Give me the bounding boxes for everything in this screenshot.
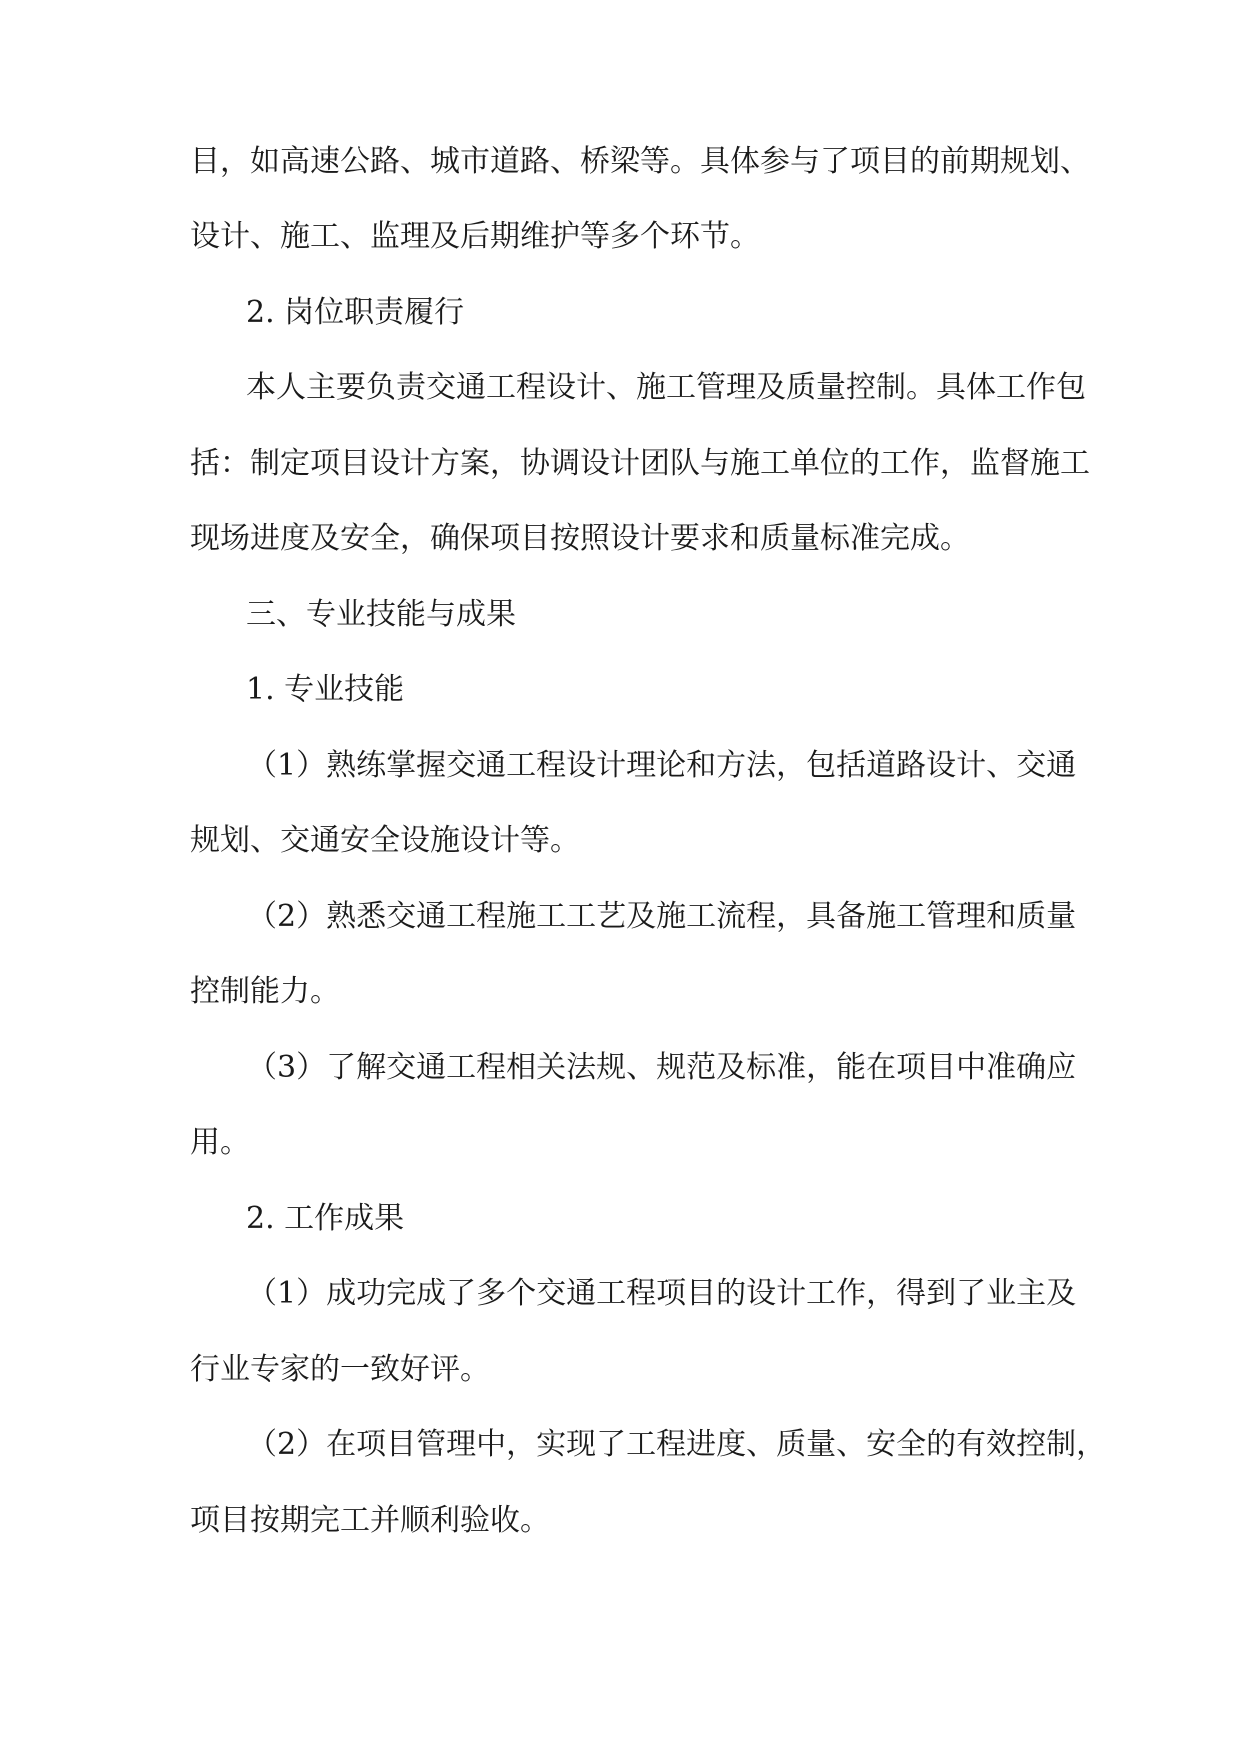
list-item-text: （2）在项目管理中，实现了工程进度、质量、安全的有效控制， — [247, 1427, 1107, 1462]
subsection-heading: 2. 岗位职责履行 — [246, 295, 465, 330]
list-item-text: （1）熟练掌握交通工程设计理论和方法，包括道路设计、交通 — [247, 748, 1077, 783]
list-item-text: （3）了解交通工程相关法规、规范及标准，能在项目中准确应 — [247, 1050, 1077, 1085]
list-item-text: 用。 — [190, 1125, 250, 1160]
subsection-heading: 2. 工作成果 — [246, 1201, 405, 1236]
list-item-text: 项目按期完工并顺利验收。 — [190, 1503, 550, 1538]
subsection-heading: 1. 专业技能 — [246, 672, 405, 707]
body-text-line: 括：制定项目设计方案，协调设计团队与施工单位的工作，监督施工 — [190, 446, 1090, 481]
body-text-line: 本人主要负责交通工程设计、施工管理及质量控制。具体工作包 — [246, 370, 1086, 405]
list-item-text: 规划、交通安全设施设计等。 — [190, 823, 580, 858]
list-item-text: 行业专家的一致好评。 — [190, 1352, 490, 1387]
list-item-text: 控制能力。 — [190, 974, 340, 1009]
body-text-line: 设计、施工、监理及后期维护等多个环节。 — [190, 219, 760, 254]
list-item-text: （2）熟悉交通工程施工工艺及施工流程，具备施工管理和质量 — [247, 899, 1077, 934]
list-item-text: （1）成功完成了多个交通工程项目的设计工作，得到了业主及 — [247, 1276, 1077, 1311]
body-text-line: 现场进度及安全，确保项目按照设计要求和质量标准完成。 — [190, 521, 970, 556]
body-text-line: 目，如高速公路、城市道路、桥梁等。具体参与了项目的前期规划、 — [190, 144, 1090, 179]
section-heading: 三、专业技能与成果 — [246, 597, 516, 632]
